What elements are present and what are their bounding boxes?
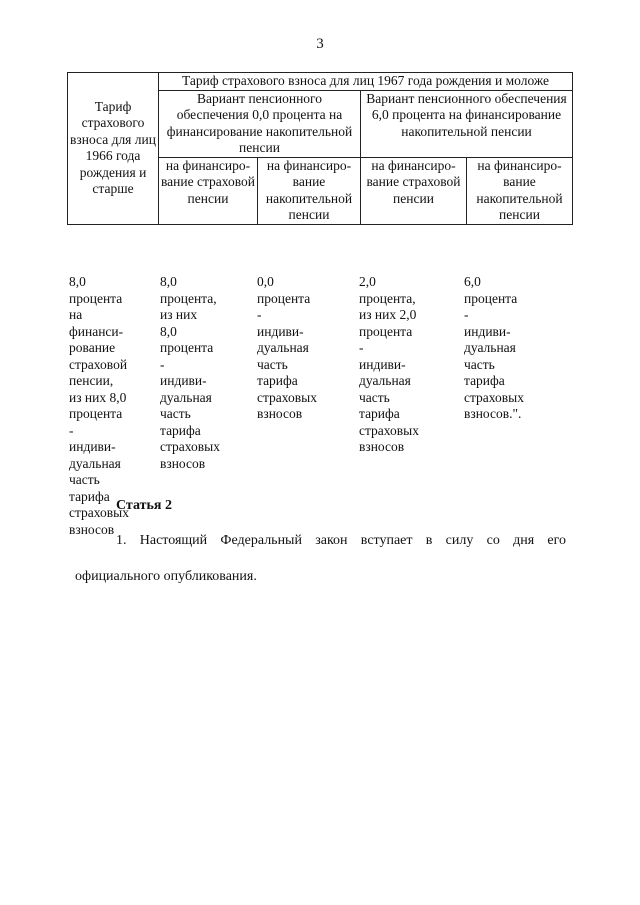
left-header-cell <box>68 73 159 225</box>
page-number: 3 <box>316 36 324 52</box>
top-header-cell <box>159 73 573 91</box>
left-header: Тариф страхового взноса для лиц 1966 года рождения и старше <box>70 98 156 197</box>
sub-header-4: на финансиро-вание накопительной пенсии <box>467 157 573 224</box>
row-value-3: 0,0 процента - индиви- дуальная часть тарифа страховых взносов <box>257 274 317 421</box>
article-paragraph-line-2: официального опубликования. <box>75 569 257 584</box>
article-paragraph-line-1: 1. Настоящий Федеральный закон вступает в силу со дня его <box>116 533 566 548</box>
variant-a-header: Вариант пенсионного обеспечения 0,0 процента на финансирование накопительной пенсии <box>166 90 353 155</box>
sub-header-3: на финансиро-вание страховой пенсии <box>361 157 467 224</box>
variant-a-cell <box>159 90 361 157</box>
sub-header-1: на финансиро-вание страховой пенсии <box>159 157 258 224</box>
sub-header-2: на финансиро-вание накопительной пенсии <box>258 157 361 224</box>
article-heading: Статья 2 <box>116 498 172 513</box>
row-value-4: 2,0 процента, из них 2,0 процента - индиви- дуальная часть тарифа страховых взносов <box>359 274 419 454</box>
variant-b-header: Вариант пенсионного обеспечения 6,0 процента на финансирование накопительной пенсии <box>366 90 567 139</box>
row-value-2: 8,0 процента, из них 8,0 процента - индиви- дуальная часть тарифа страховых взносов <box>160 274 220 471</box>
row-value-1: 8,0 процента на финанси- рование страховой пенсии, из них 8,0 процента - индиви- дуальная часть тарифа страховых взносов <box>69 274 129 537</box>
tariff-table <box>67 72 573 225</box>
top-header: Тариф страхового взноса для лиц 1967 года рождения и моложе <box>182 73 549 88</box>
variant-b-cell <box>361 90 573 157</box>
row-value-5: 6,0 процента - индиви- дуальная часть тарифа страховых взносов.". <box>464 274 524 421</box>
